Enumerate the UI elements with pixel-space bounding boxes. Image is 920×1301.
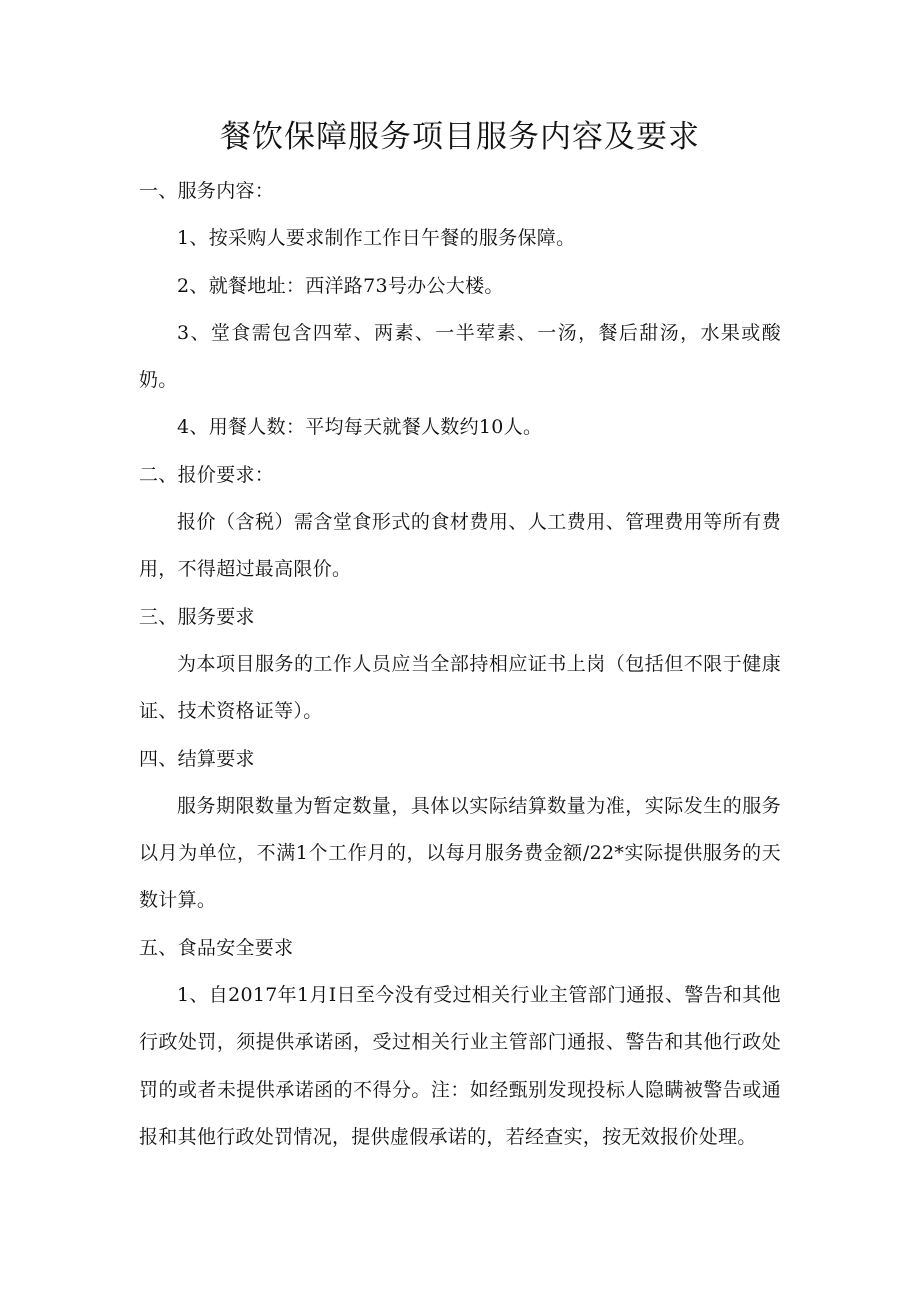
document-body <box>139 168 781 1161</box>
settlement-requirements-paragraph: 服务期限数量为暂定数量，具体以实际结算数量为准，实际发生的服务以月为单位，不满1个工作月的，以每月服务费金额/22*实际提供服务的天数计算。 <box>139 794 781 912</box>
service-content-item-1: 1、按采购人要求制作工作日午餐的服务保障。 <box>177 227 576 250</box>
section-heading-food-safety-requirements: 五、食品安全要求 <box>139 936 294 959</box>
section-heading-quote-requirements: 二、报价要求： <box>139 463 275 486</box>
service-requirements-paragraph: 为本项目服务的工作人员应当全部持相应证书上岗（包括但不限于健康证、技术资格证等）。 <box>139 652 781 723</box>
quote-requirements-paragraph: 报价（含税）需含堂食形式的食材费用、人工费用、管理费用等所有费用，不得超过最高限价。 <box>139 511 781 581</box>
section-heading-service-content: 一、服务内容： <box>139 180 275 202</box>
section-heading-settlement-requirements: 四、结算要求 <box>139 747 255 770</box>
food-safety-requirements-item-1: 1、自2017年1月Ⅰ日至今没有受过相关行业主管部门通报、警告和其他行政处罚，须提供承诺函，受过相关行业主管部门通报、警告和其他行政处罚的或者未提供承诺函的不得分。注：如经甄别发现投标人隐瞒被警告或通报和其他行政处罚情况，提供虚假承诺的，若经查实，按无效报价处理。 <box>139 984 781 1148</box>
section-heading-service-requirements: 三、服务要求 <box>139 605 255 628</box>
service-content-item-2: 2、就餐地址：西洋路73号办公大楼。 <box>177 274 504 297</box>
service-content-item-4: 4、用餐人数：平均每天就餐人数约10人。 <box>177 416 543 439</box>
service-content-item-3: 3、堂食需包含四荤、两素、一半荤素、一汤，餐后甜汤，水果或酸奶。 <box>139 321 781 392</box>
document-title: 餐饮保障服务项目服务内容及要求 <box>220 119 700 155</box>
